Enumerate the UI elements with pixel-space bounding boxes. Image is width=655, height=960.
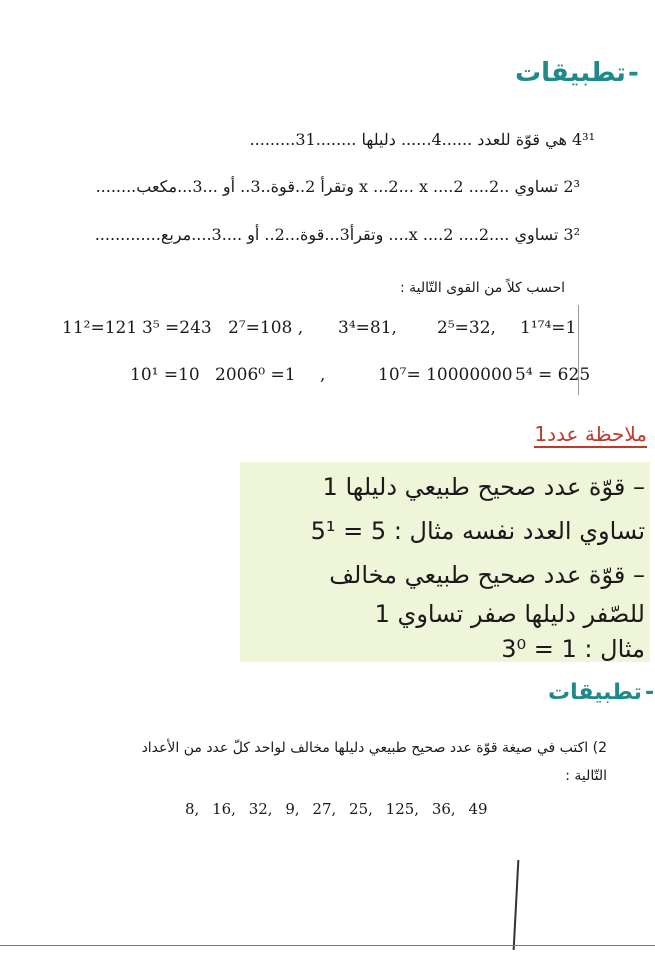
exercise-text-2: التّالية : bbox=[565, 768, 607, 784]
power-reading-line-1: 2³ تساوي ..2.... x ...2... x ....2 وتقرأ 2..قوة..3.. أو ...3...مكعب........ bbox=[95, 177, 580, 196]
power-item: 10¹ =10 bbox=[130, 365, 200, 385]
power-item: 2⁵=32, bbox=[437, 318, 496, 338]
note-line: مثال : 1 = 3⁰ bbox=[501, 635, 645, 663]
exercise-text: 2) اكتب في صيغة قوّة عدد صحيح طبيعي دليلها مخالف لواحد كلّ عدد من الأعداد bbox=[141, 740, 607, 756]
exercise-numbers: 8, 16, 32, 9, 27, 25, 125, 36, 49 bbox=[185, 800, 488, 818]
section-dash-second: - bbox=[645, 680, 655, 705]
note-heading: ملاحظة عدد1 bbox=[534, 422, 647, 446]
note-line: – قوّة عدد صحيح طبيعي دليلها 1 bbox=[322, 473, 645, 501]
power-definition-line: 4³¹ هي قوّة للعدد ......4...... دليلها ........31......... bbox=[249, 130, 595, 149]
power-item: 11²=121 bbox=[62, 318, 138, 338]
compute-heading: احسب كلاً من القوى التّالية : bbox=[400, 280, 565, 296]
power-item: 2⁷=108 , bbox=[228, 318, 304, 338]
section-title-second: تطبيقات bbox=[548, 680, 642, 705]
power-item: 2006⁰ =1 bbox=[215, 365, 296, 385]
note-line: تساوي العدد نفسه مثال : 5 = 5¹ bbox=[310, 517, 645, 545]
power-item: 3⁵ =243 bbox=[142, 318, 212, 338]
note-line: للصّفر دليلها صفر تساوي 1 bbox=[374, 600, 645, 628]
power-reading-line-2: 3² تساوي ....2.... x ....2.... وتقرأ3...قوة...2.. أو ....3....مربع............. bbox=[94, 225, 580, 244]
page-border-bottom bbox=[0, 945, 655, 946]
note-line: – قوّة عدد صحيح طبيعي مخالف bbox=[329, 561, 645, 589]
section-title-top: تطبيقات bbox=[515, 58, 626, 88]
power-item: , bbox=[320, 365, 326, 385]
power-item: 3⁴=81, bbox=[338, 318, 397, 338]
power-item: 5⁴ = 625 bbox=[515, 365, 591, 385]
section-dash-top: - bbox=[628, 58, 639, 88]
power-item: 1¹⁷⁴=1 bbox=[520, 318, 577, 338]
power-item: 10⁷= 10000000 bbox=[378, 365, 513, 385]
pencil-stroke bbox=[513, 860, 520, 950]
